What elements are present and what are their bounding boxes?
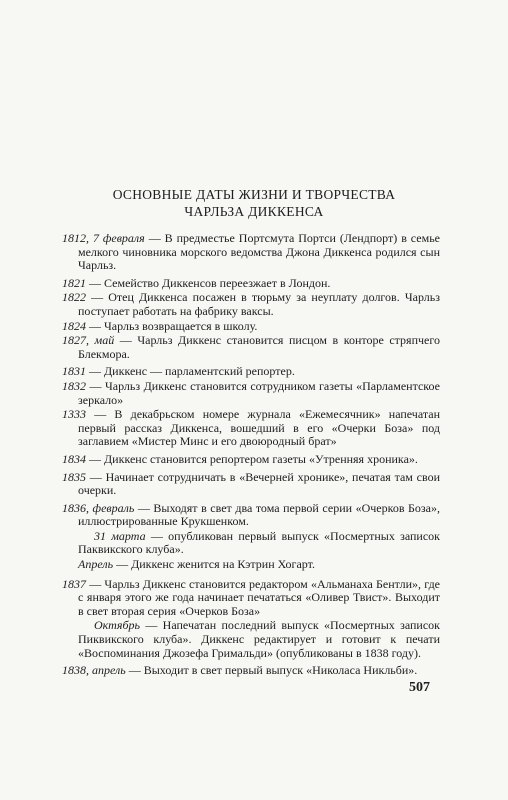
entry-text: — Чарльз Диккенс становится сотрудником газеты «Парламентское зеркало»	[78, 378, 440, 407]
entry-date: 1827, май	[62, 333, 115, 348]
entry-date: 1333	[62, 407, 86, 422]
subentry-text: — опубликован первый выпуск «Посмертных записок Паквикского клуба».	[78, 528, 440, 557]
subentry-1836-march	[62, 530, 440, 557]
entry-date: 1832	[62, 378, 86, 393]
entry-date: 1822	[62, 290, 86, 305]
entry-1831	[62, 365, 440, 379]
subentry-1836-april	[62, 558, 440, 572]
entry-text: — Чарльз Диккенс становится редактором «Альманаха Бентли», где с января этого же года начинает печататься «Оливер Твист». Выходит в свет вторая серия «Очерков Боза»	[78, 576, 440, 618]
entry-text: — В декабрьском номере журнала «Ежемесячник» напечатан первый рассказ Диккенса, вошедший в его «Очерки Боза» под заглавием «Мистер Минс и его двоюродный брат»	[78, 407, 440, 449]
entry-date: 1837	[62, 576, 86, 591]
entry-text: — В предместье Портсмута Портси (Лендпорт) в семье мелкого чиновника морского ведомства Джона Диккенса родился сын Чарльз.	[78, 231, 440, 273]
entry-text: — Отец Диккенса посажен в тюрьму за неуплату долгов. Чарльз поступает работать на фабрику ваксы.	[78, 290, 440, 318]
subentry-date: Апрель	[78, 557, 114, 572]
entry-1812	[62, 232, 440, 273]
entry-1821	[62, 277, 440, 291]
entry-text: — Чарльз возвращается в школу.	[86, 318, 258, 333]
entry-1837	[62, 578, 440, 619]
chapter-title-line2: ЧАРЛЬЗА ДИККЕНСА	[184, 204, 324, 219]
entry-date: 1836, февраль	[62, 500, 135, 515]
entry-date: 1834	[62, 451, 86, 466]
chapter-title-line1: ОСНОВНЫЕ ДАТЫ ЖИЗНИ И ТВОРЧЕСТВА	[112, 187, 396, 202]
entry-date: 1821	[62, 275, 86, 290]
entry-date: 1838, апрель	[62, 663, 126, 678]
page-number: 507	[409, 680, 430, 695]
entry-date: 1812, 7 февраля	[62, 231, 145, 245]
entry-text: — Диккенс — парламентский репортер.	[86, 364, 295, 379]
entry-date: 1824	[62, 318, 86, 333]
subentry-date: 31 марта	[94, 528, 146, 543]
entry-text: — Начинает сотрудничать в «Вечерней хронике», печатая там свои очерки.	[78, 469, 440, 498]
entry-text: — Диккенс становится репортером газеты «Утренняя хроника».	[86, 451, 418, 466]
entry-1838	[62, 664, 440, 678]
entry-1827	[62, 334, 440, 361]
entry-text: — Выходит в свет первый выпуск «Николаса Никльби».	[125, 663, 418, 678]
entry-1833	[62, 408, 440, 449]
entry-1834	[62, 453, 440, 467]
subentry-text: — Диккенс женится на Кэтрин Хогарт.	[113, 557, 315, 572]
entry-text: — Семейство Диккенсов переезжает в Лондон.	[86, 275, 331, 290]
entry-1822	[62, 291, 440, 318]
subentry-date: Октябрь	[94, 618, 141, 633]
entry-text: — Выходят в свет два тома первой серии «Очерков Боза», иллюстрированные Крукшенком.	[78, 500, 441, 529]
entry-1835	[62, 471, 440, 498]
entry-1836	[62, 502, 440, 529]
subentry-text: — Напечатан последний выпуск «Посмертных записок Пиквикского клуба». Диккенс редактирует и готовит к печати «Воспоминания Джозефа Гримальди» (опубликованы в 1838 году).	[78, 618, 440, 660]
entry-date: 1831	[62, 364, 86, 379]
entry-date: 1835	[62, 469, 86, 484]
entry-1824	[62, 320, 440, 334]
entry-1832	[62, 380, 440, 407]
chronology-list	[62, 232, 440, 682]
subentry-1837-october	[62, 619, 440, 660]
entry-text: — Чарльз Диккенс становится писцом в конторе стряпчего Блекмора.	[78, 333, 440, 361]
